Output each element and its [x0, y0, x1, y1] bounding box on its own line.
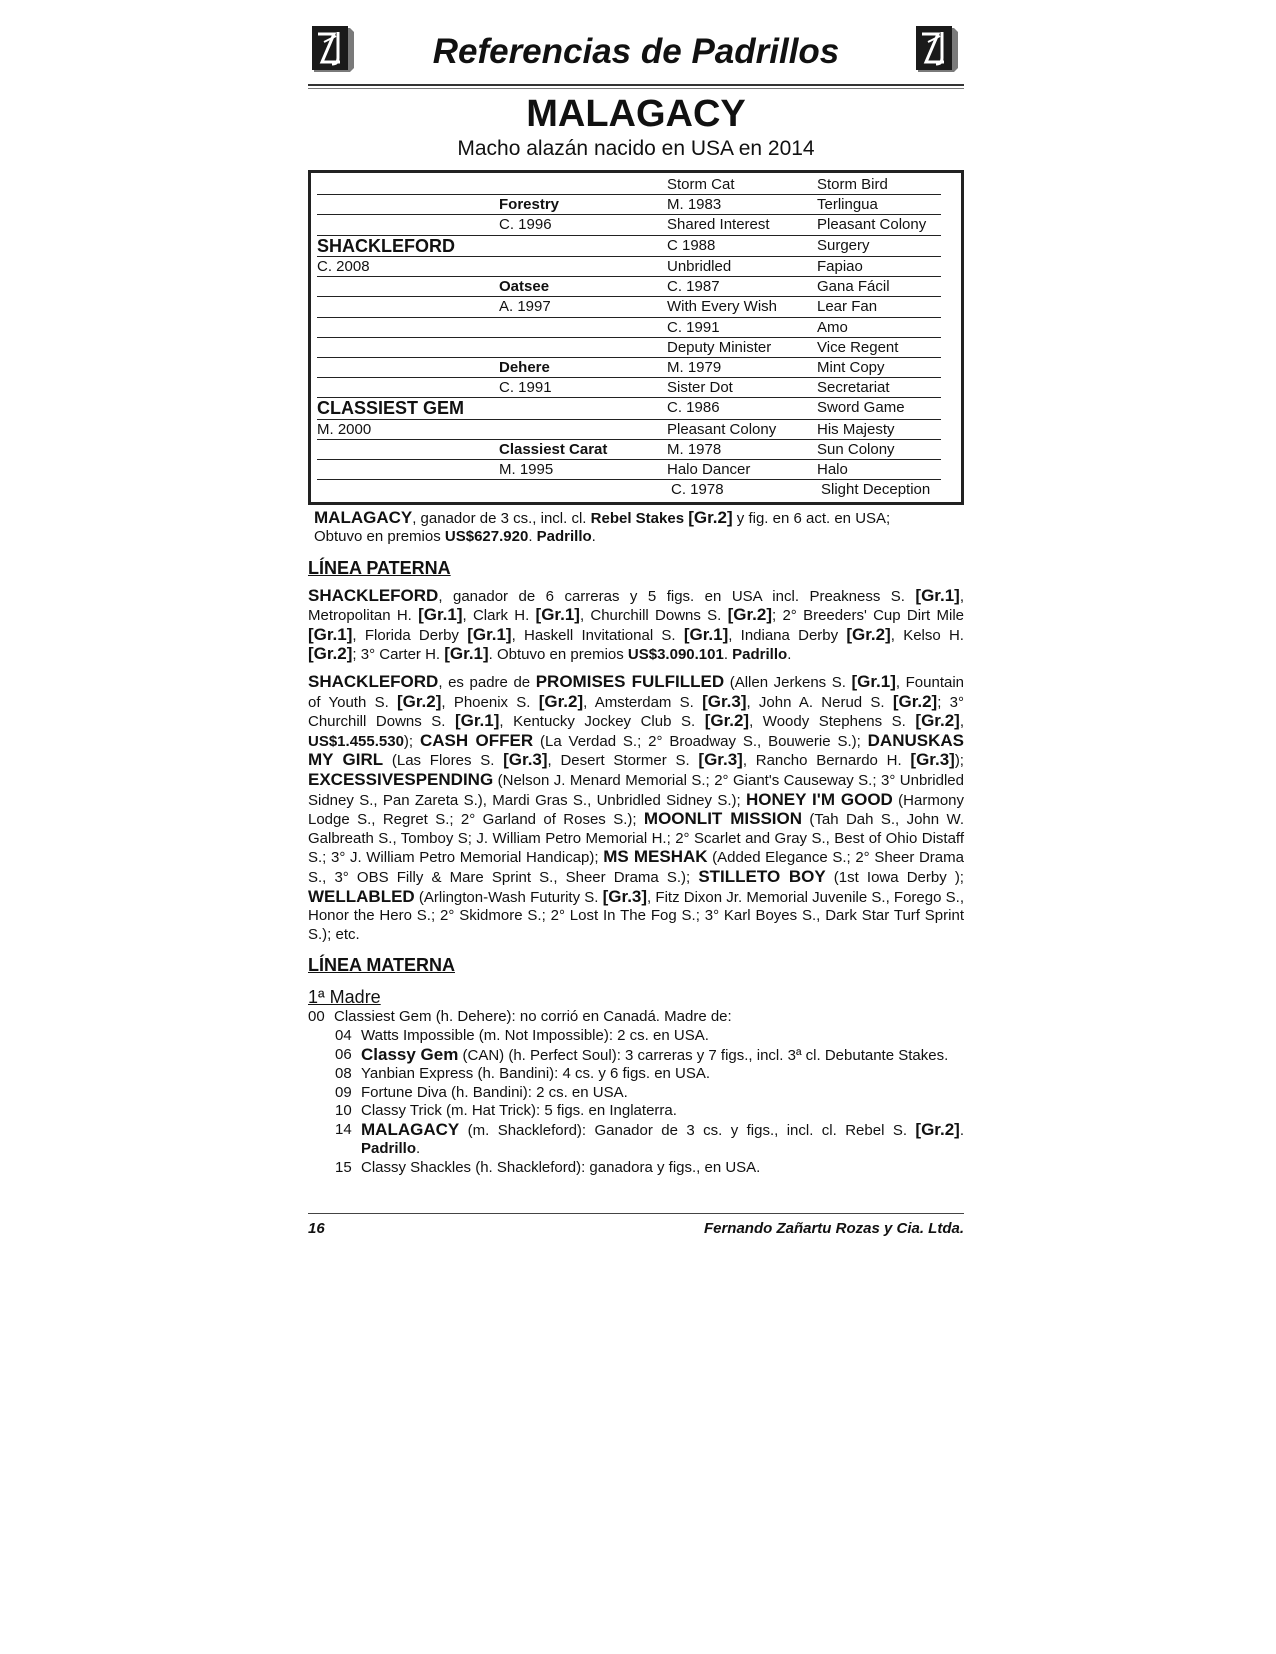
race-grade: [Gr.1]	[683, 624, 729, 644]
pedigree-cell	[317, 358, 499, 377]
pedigree-cell: C. 1978	[671, 481, 724, 499]
pedigree-cell	[499, 480, 667, 499]
pedigree-row	[317, 338, 941, 358]
text-run: , Phoenix S.	[441, 693, 539, 711]
text-run: .	[723, 646, 733, 664]
horse-name-inline: SHACKLEFORD	[308, 585, 439, 605]
entry-text	[361, 1121, 964, 1159]
race-grade: [Gr.2]	[915, 1119, 960, 1139]
offspring-item	[308, 1102, 964, 1121]
race-grade: [Gr.3]	[698, 750, 743, 770]
pedigree-cell: C. 1987	[667, 278, 720, 296]
text-run: , Haskell Invitational S.	[511, 626, 684, 644]
pedigree-cell	[499, 175, 667, 194]
race-grade: [Gr.1]	[851, 672, 896, 691]
pedigree-cell: Forestry	[499, 196, 560, 214]
horse-name-inline: Classy Gem	[361, 1044, 459, 1064]
horse-name: MALAGACY	[526, 93, 746, 135]
pedigree-cell	[317, 297, 499, 316]
text-run: , Kentucky Jockey Club S.	[499, 713, 705, 731]
pedigree-row	[317, 257, 941, 277]
horse-name-inline: CASH OFFER	[419, 730, 534, 750]
pedigree-cell	[317, 277, 499, 296]
pedigree-cell	[317, 195, 499, 214]
text-run: Watts Impossible (m. Not Impossible): 2 cs. en USA.	[361, 1026, 709, 1044]
race-grade: [Gr.2]	[704, 711, 750, 731]
race-grade: [Gr.1]	[308, 624, 353, 644]
summary-paragraph	[308, 509, 964, 547]
pedigree-row	[317, 215, 941, 235]
summary-text: .	[591, 528, 596, 546]
pedigree-cell: Sun Colony	[817, 441, 895, 459]
text-run: ,	[959, 713, 964, 731]
year: 09	[335, 1083, 352, 1101]
pedigree-row	[317, 277, 941, 297]
summary-text: y fig. en 6 act. en USA;	[732, 509, 891, 527]
pedigree-row	[317, 420, 941, 440]
text-run: );	[954, 752, 964, 770]
first-dam-heading: 1ª Madre	[308, 987, 381, 1008]
pedigree-cell: M. 1983	[667, 196, 722, 214]
pedigree-cell: M. 1979	[667, 359, 722, 376]
pedigree-cell: CLASSIEST GEM	[317, 398, 465, 419]
race-grade: [Gr.1]	[418, 605, 463, 625]
pedigree-cell: With Every Wish	[667, 298, 778, 316]
logo-icon	[914, 24, 962, 76]
pedigree-cell: C. 1986	[667, 399, 720, 417]
pedigree-cell: Secretariat	[817, 379, 890, 397]
pedigree-cell: Fapiao	[817, 258, 863, 276]
text-run: (Added Elegance S.; 2° Sheer Drama S., 3° OBS Filly & Mare Sprint S., Sheer Drama S.);	[308, 849, 964, 886]
pedigree-cell	[499, 257, 667, 276]
pedigree-cell: Oatsee	[499, 278, 550, 296]
race-grade: [Gr.2]	[397, 691, 442, 711]
pedigree-cell: Vice Regent	[817, 338, 899, 356]
earnings: US$627.920	[444, 528, 529, 546]
offspring-item	[308, 1084, 964, 1103]
text-run: (Harmony Lodge S., Regret S.; 2° Garland of Roses S.);	[308, 791, 965, 829]
section-heading-linea-materna: LÍNEA MATERNA	[308, 955, 455, 976]
entry-text	[361, 1159, 964, 1178]
horse-name-inline: HONEY I'M GOOD	[746, 789, 893, 809]
pedigree-cell: SHACKLEFORD	[317, 235, 455, 256]
pedigree-row	[317, 358, 941, 378]
pedigree-cell: M. 1995	[499, 461, 554, 479]
horse-name-inline: MS MESHAK	[603, 847, 708, 867]
pedigree-row	[317, 318, 941, 338]
pedigree-table	[308, 170, 964, 505]
pedigree-cell: C 1988	[667, 236, 716, 254]
text-run: , Churchill Downs S.	[579, 607, 728, 625]
header-title: Referencias de Padrillos	[432, 32, 840, 71]
page-footer	[308, 1213, 964, 1237]
text-run: (Arlington-Wash Futurity S.	[414, 888, 603, 906]
pedigree-row	[317, 297, 941, 317]
text-run: Yanbian Express (h. Bandini): 4 cs. y 6 figs. en USA.	[361, 1065, 711, 1083]
text-run: .	[416, 1140, 421, 1158]
pedigree-row	[317, 398, 941, 420]
year: 10	[335, 1102, 352, 1120]
horse-name-inline: MALAGACY	[361, 1119, 460, 1139]
pedigree-cell: M. 1978	[667, 441, 722, 459]
text-run: US$3.090.101	[627, 646, 724, 664]
text-run: . Obtuvo en premios	[488, 646, 628, 664]
text-run: , John A. Nerud S.	[746, 693, 893, 711]
text-run: (CAN) (h. Perfect Soul): 3 carreras y 7 figs., incl. 3ª cl. Debutante Stakes.	[458, 1046, 949, 1064]
page-header	[308, 24, 964, 82]
text-run: ; 3° Churchill Downs S.	[308, 693, 964, 731]
pedigree-cell: Dehere	[499, 359, 550, 376]
pedigree-cell: M. 2000	[317, 420, 372, 438]
pedigree-cell: Shared Interest	[667, 216, 770, 234]
text-run: , Florida Derby	[352, 626, 468, 644]
race-grade: [Gr.2]	[727, 605, 773, 625]
text-run: , Fitz Dixon Jr. Memorial Juvenile S., Forego S., Honor the Hero S.; 2° Skidmore S.; 2° Lost In The Fog S.; 3° Karl Boyes S., Dark Star Turf Sprint S.); etc.	[308, 888, 964, 943]
text-run: ; 3° Carter H.	[352, 646, 445, 664]
document-page	[308, 24, 964, 1178]
pedigree-row	[317, 460, 941, 480]
year: 00	[308, 1008, 325, 1026]
pedigree-cell: Unbridled	[667, 258, 732, 276]
race-grade: [Gr.1]	[467, 624, 512, 644]
horse-name-inline: WELLABLED	[308, 886, 415, 906]
text-run: , Kelso H.	[890, 626, 964, 644]
pedigree-cell: Storm Cat	[667, 176, 735, 193]
pedigree-cell: Halo	[817, 461, 848, 479]
horse-name-inline: STILLETO BOY	[698, 866, 826, 886]
text-run: (Nelson J. Menard Memorial S.; 2° Giant's Causeway S.; 3° Unbridled Sidney S., Pan Zareta S.), Mardi Gras S., Unbridled Sidney S.);	[308, 771, 964, 809]
dam-list	[308, 1008, 964, 1177]
pedigree-row	[317, 195, 941, 215]
race-grade: [Gr.1]	[455, 711, 500, 731]
sire-progeny-paragraph	[308, 673, 964, 944]
pedigree-cell	[499, 318, 667, 337]
pedigree-cell: Pleasant Colony	[667, 420, 777, 438]
text-run: Padrillo	[361, 1140, 417, 1158]
text-run: , Fountain of Youth S.	[308, 674, 965, 711]
pedigree-cell	[317, 215, 499, 234]
text-run: , es padre de	[438, 674, 536, 691]
offspring-item	[308, 1046, 964, 1066]
pedigree-cell: Slight Deception	[821, 481, 931, 499]
entry-text	[334, 1008, 964, 1027]
pedigree-row	[317, 440, 941, 460]
pedigree-cell	[317, 338, 499, 357]
pedigree-cell: C. 1991	[499, 379, 552, 397]
pedigree-cell: A. 1997	[499, 298, 551, 316]
pedigree-cell: C. 2008	[317, 258, 370, 276]
text-run: Classiest Gem (h. Dehere): no corrió en Canadá. Madre de:	[334, 1008, 732, 1026]
year: 04	[335, 1026, 352, 1044]
summary-text: Obtuvo en premios	[314, 528, 445, 546]
pedigree-cell: Halo Dancer	[667, 461, 751, 479]
page-number: 16	[308, 1220, 325, 1237]
pedigree-cell: Amo	[817, 318, 848, 336]
pedigree-cell	[317, 480, 499, 499]
summary-text: , ganador de 3 cs., incl. cl.	[412, 509, 591, 527]
race-grade: [Gr.3]	[910, 750, 955, 770]
text-run: (Las Flores S.	[383, 752, 504, 770]
horse-name-inline: MOONLIT MISSION	[643, 809, 803, 829]
pedigree-cell: C. 1991	[667, 318, 720, 336]
race-grade: [Gr.3]	[503, 750, 548, 770]
pedigree-cell	[317, 175, 499, 194]
race-grade: [Gr.2]	[892, 691, 938, 711]
text-run: , Clark H.	[462, 607, 536, 625]
section-heading-linea-paterna: LÍNEA PATERNA	[308, 557, 451, 578]
text-run: (1st Iowa Derby );	[825, 868, 964, 886]
race-grade: [Gr.3]	[602, 886, 648, 906]
pedigree-cell	[499, 420, 667, 439]
status: Padrillo	[536, 528, 592, 546]
pedigree-cell	[317, 460, 499, 479]
offspring-item	[308, 1121, 964, 1159]
race-grade: [Gr.1]	[915, 585, 960, 605]
pedigree-cell: His Majesty	[817, 420, 895, 438]
horse-name-inline: MALAGACY	[314, 507, 413, 527]
pedigree-cell: Storm Bird	[817, 176, 888, 193]
race-grade: [Gr.1]	[535, 605, 580, 625]
horse-description: Macho alazán nacido en USA en 2014	[457, 137, 815, 160]
offspring-item	[308, 1065, 964, 1084]
race-grade: [Gr.2]	[846, 624, 891, 644]
entry-text	[361, 1046, 964, 1066]
text-run: (La Verdad S.; 2° Broadway S., Bouwerie S.);	[533, 732, 868, 750]
text-run: ; 2° Breeders' Cup Dirt Mile	[772, 607, 964, 625]
pedigree-cell: Surgery	[817, 236, 870, 254]
offspring-item	[308, 1159, 964, 1178]
pedigree-cell	[317, 440, 499, 459]
horse-name-inline: PROMISES FULFILLED	[535, 672, 725, 691]
text-run: );	[403, 732, 420, 750]
text-run: , Indiana Derby	[728, 626, 847, 644]
entry-text	[361, 1065, 964, 1084]
entry-text	[361, 1084, 964, 1103]
pedigree-cell: Pleasant Colony	[817, 216, 927, 234]
text-run: US$1.455.530	[308, 732, 404, 750]
race-grade: [Gr.1]	[444, 644, 489, 664]
pedigree-cell	[499, 398, 667, 419]
pedigree-cell: Lear Fan	[817, 298, 878, 316]
dam-item	[308, 1008, 964, 1027]
pedigree-cell: Deputy Minister	[667, 338, 772, 356]
text-run: Classy Shackles (h. Shackleford): ganadora y figs., en USA.	[361, 1159, 761, 1177]
pedigree-cell: Sword Game	[817, 399, 905, 417]
year: 06	[335, 1045, 352, 1063]
text-run: , Desert Stormer S.	[547, 752, 699, 770]
horse-name-inline: EXCESSIVESPENDING	[308, 769, 494, 789]
race-grade: [Gr.2]	[688, 507, 733, 527]
horse-name-inline: DANUSKAS MY GIRL	[308, 730, 964, 770]
year: 15	[335, 1159, 352, 1177]
year: 08	[335, 1065, 352, 1083]
pedigree-cell: Terlingua	[817, 196, 878, 214]
pedigree-cell: Sister Dot	[667, 379, 733, 397]
header-divider	[308, 84, 964, 89]
company-name: Fernando Zañartu Rozas y Cia. Ltda.	[703, 1220, 964, 1237]
text-run: (Tah Dah S., John W. Galbreath S., Tomboy S; J. William Petro Memorial H.; 2° Scarlet and Gray S., Best of Ohio Distaff S.; 3° J. William Petro Memorial Handicap);	[308, 811, 964, 867]
summary-text: .	[528, 528, 537, 546]
horse-name-inline: SHACKLEFORD	[308, 672, 439, 691]
pedigree-cell	[317, 378, 499, 397]
pedigree-row	[317, 378, 941, 398]
text-run: , Amsterdam S.	[583, 693, 703, 711]
pedigree-cell: C. 1996	[499, 216, 552, 234]
pedigree-cell: Gana Fácil	[817, 278, 890, 296]
pedigree-cell	[499, 338, 667, 357]
race-grade: [Gr.2]	[308, 644, 353, 664]
text-run: (Allen Jerkens S.	[724, 674, 852, 691]
text-run: , Woody Stephens S.	[749, 713, 916, 731]
text-run: .	[787, 646, 792, 664]
pedigree-row	[317, 236, 941, 258]
text-run: , ganador de 6 carreras y 5 figs. en USA incl. Preakness S.	[438, 587, 916, 605]
entry-text	[361, 1027, 964, 1046]
text-run: Padrillo	[732, 646, 788, 664]
pedigree-cell: Classiest Carat	[499, 441, 608, 459]
text-run: , Rancho Bernardo H.	[742, 752, 911, 770]
pedigree-cell	[499, 236, 667, 257]
race-name: Rebel Stakes	[590, 509, 685, 527]
text-run: Classy Trick (m. Hat Trick): 5 figs. en Inglaterra.	[361, 1102, 677, 1120]
text-run: , Metropolitan H.	[308, 587, 964, 625]
race-grade: [Gr.2]	[538, 691, 584, 711]
pedigree-row	[317, 175, 941, 195]
year: 14	[335, 1120, 352, 1138]
pedigree-cell	[317, 318, 499, 337]
pedigree-row	[317, 480, 941, 499]
text-run: .	[959, 1121, 964, 1139]
race-grade: [Gr.3]	[702, 691, 747, 711]
text-run: Fortune Diva (h. Bandini): 2 cs. en USA.	[361, 1083, 628, 1101]
sire-record-paragraph	[308, 587, 964, 665]
pedigree-cell: Mint Copy	[817, 359, 885, 376]
footer-divider	[308, 1213, 964, 1214]
entry-text	[361, 1102, 964, 1121]
race-grade: [Gr.2]	[915, 711, 960, 731]
offspring-item	[308, 1027, 964, 1046]
text-run: (m. Shackleford): Ganador de 3 cs. y figs., incl. cl. Rebel S.	[459, 1121, 916, 1139]
